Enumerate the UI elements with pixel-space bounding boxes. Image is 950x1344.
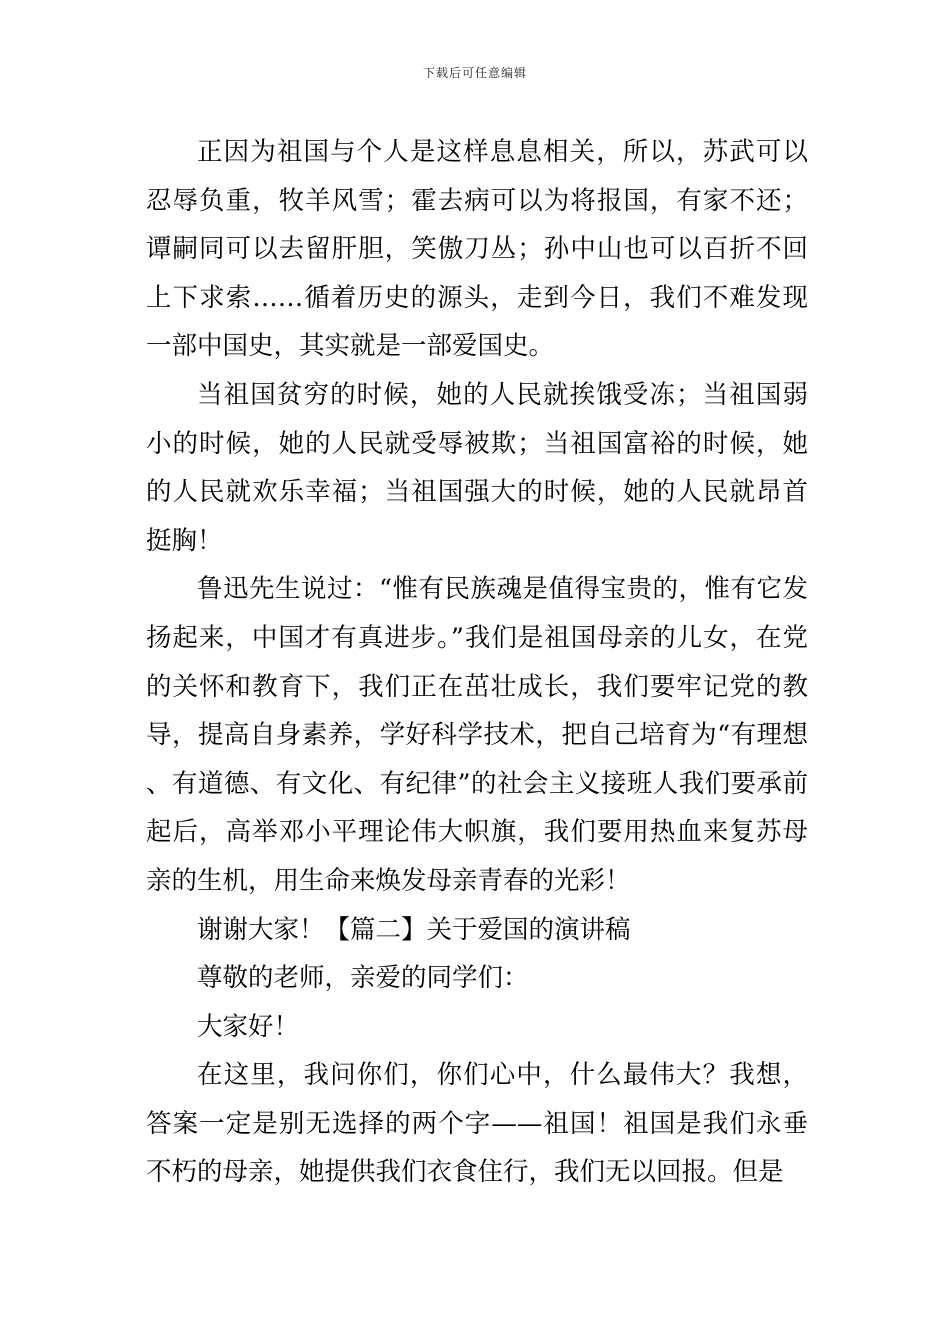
paragraph: 在这里，我问你们，你们心中，什么最伟大？我想，答案一定是别无选择的两个字——祖国！祖国是我们永垂不朽的母亲，她提供我们衣食住行，我们无以回报。但是 bbox=[146, 1060, 808, 1188]
paragraph: 尊敬的老师，亲爱的同学们： bbox=[197, 963, 529, 994]
paragraph: 鲁迅先生说过：“惟有民族魂是值得宝贵的，惟有它发扬起来，中国才有真进步。”我们是祖国母亲的儿女，在党的关怀和教育下，我们正在茁壮成长，我们要牢记党的教导，提高自身素养，学好科学技术，把自己培育为“有理想、有道德、有文化、有纪律”的社会主义接班人我们要承前起后，高举邓小平理论伟大帜旗，我们要用热血来复苏母亲的生机，用生命来焕发母亲青春的光彩！ bbox=[146, 574, 808, 896]
paragraph: 当祖国贫穷的时候，她的人民就挨饿受冻；当祖国弱小的时候，她的人民就受辱被欺；当祖国富裕的时候，她的人民就欢乐幸福；当祖国强大的时候，她的人民就昂首挺胸！ bbox=[146, 379, 808, 556]
document-body bbox=[146, 128, 808, 1197]
paragraph: 正因为祖国与个人是这样息息相关，所以，苏武可以忍辱负重，牧羊风雪；霍去病可以为将报国，有家不还；谭嗣同可以去留肝胆，笑傲刀丛；孙中山也可以百折不回上下求索……循着历史的源头，走到今日，我们不难发现一部中国史，其实就是一部爱国史。 bbox=[146, 137, 808, 362]
page-header-note: 下载后可任意编辑 bbox=[422, 66, 527, 80]
paragraph: 谢谢大家！【篇二】关于爱国的演讲稿 bbox=[197, 914, 631, 945]
paragraph: 大家好！ bbox=[197, 1011, 300, 1042]
